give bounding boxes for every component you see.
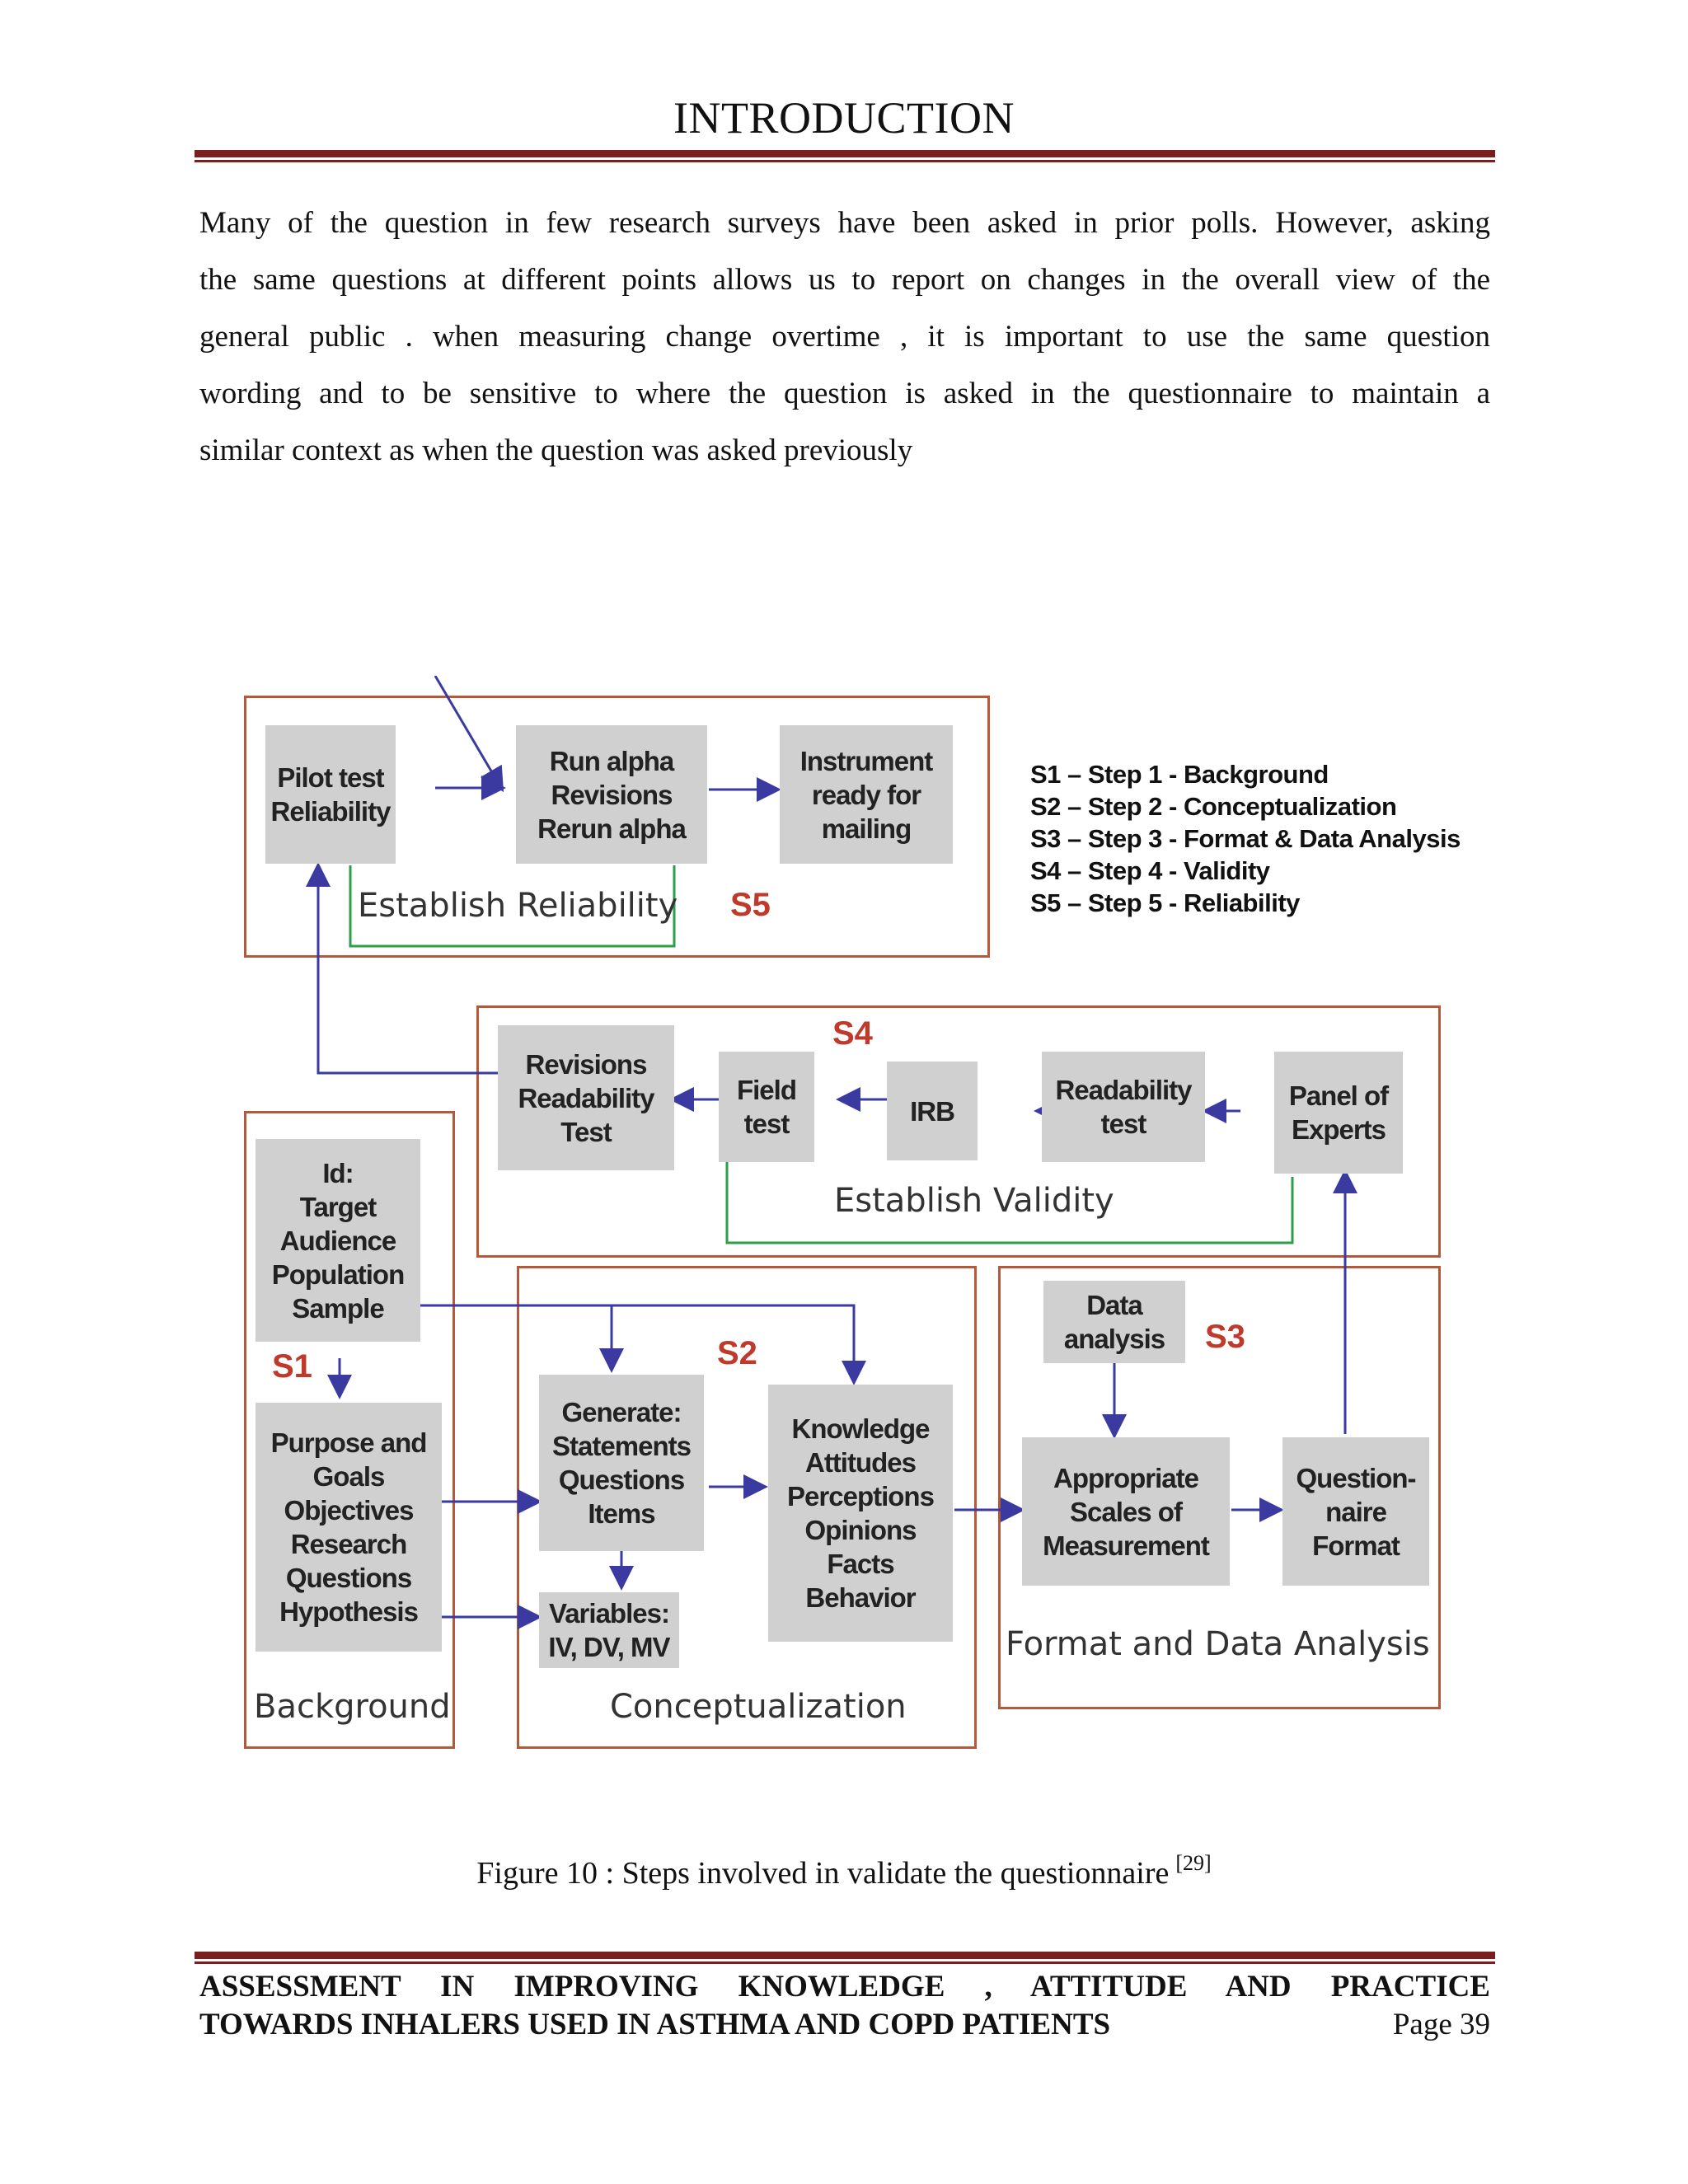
paragraph-line: general public . when measuring change overtime , it is important to use the same question bbox=[199, 320, 1490, 354]
questionnaire-steps-diagram bbox=[223, 676, 1475, 1772]
revisions-readability-box: Revisions Readability Test bbox=[498, 1025, 674, 1170]
paragraph-line: wording and to be sensitive to where the question is asked in the questionnaire to maintain a bbox=[199, 377, 1490, 410]
footer-line-2-row bbox=[199, 2006, 1490, 2044]
legend-item: S1 – Step 1 - Background bbox=[1030, 760, 1329, 789]
steps-legend bbox=[1030, 758, 1461, 919]
data-analysis-box: Data analysis bbox=[1043, 1281, 1185, 1363]
step-s2-label: S2 bbox=[717, 1335, 757, 1371]
questionnaire-format-box: Question- naire Format bbox=[1282, 1437, 1429, 1586]
figure-reference: [29] bbox=[1175, 1851, 1212, 1875]
readability-test-box: Readability test bbox=[1042, 1052, 1205, 1162]
step-s3-label: S3 bbox=[1205, 1319, 1245, 1355]
legend-item: S5 – Step 5 - Reliability bbox=[1030, 888, 1300, 917]
background-label: Background bbox=[254, 1688, 451, 1726]
pilot-test-box: Pilot test Reliability bbox=[265, 725, 396, 864]
step-s4-label: S4 bbox=[832, 1015, 873, 1052]
irb-box: IRB bbox=[887, 1062, 978, 1160]
figure-caption-text: Figure 10 : Steps involved in validate the questionnaire bbox=[476, 1856, 1170, 1891]
figure-caption bbox=[0, 1851, 1688, 1891]
footer-line-2: TOWARDS INHALERS USED IN ASTHMA AND COPD PATIENTS bbox=[199, 2008, 1111, 2041]
footer-rule bbox=[195, 1952, 1495, 1964]
establish-reliability-label: Establish Reliability bbox=[358, 887, 678, 925]
paragraph-line: Many of the question in few research surveys have been asked in prior polls. However, asking bbox=[199, 206, 1490, 240]
step-s5-label: S5 bbox=[730, 887, 771, 923]
page-footer bbox=[199, 1968, 1490, 2044]
footer-line-1: ASSESSMENT IN IMPROVING KNOWLEDGE , ATTITUDE AND PRACTICE bbox=[199, 1970, 1490, 2004]
format-data-analysis-label: Format and Data Analysis bbox=[1006, 1625, 1430, 1663]
purpose-goals-box: Purpose and Goals Objectives Research Questions Hypothesis bbox=[256, 1403, 442, 1652]
panel-of-experts-box: Panel of Experts bbox=[1274, 1052, 1403, 1174]
scales-of-measurement-box: Appropriate Scales of Measurement bbox=[1022, 1437, 1230, 1586]
legend-item: S3 – Step 3 - Format & Data Analysis bbox=[1030, 824, 1461, 853]
establish-validity-label: Establish Validity bbox=[834, 1182, 1114, 1220]
run-alpha-box: Run alpha Revisions Rerun alpha bbox=[516, 725, 707, 864]
body-paragraph bbox=[199, 194, 1490, 479]
legend-item: S4 – Step 4 - Validity bbox=[1030, 856, 1270, 885]
conceptualization-label: Conceptualization bbox=[610, 1688, 907, 1726]
variables-box: Variables: IV, DV, MV bbox=[539, 1592, 679, 1668]
knowledge-attitudes-box: Knowledge Attitudes Perceptions Opinions Facts Behavior bbox=[768, 1385, 953, 1642]
page-header-title: INTRODUCTION bbox=[673, 93, 1015, 143]
header-rule bbox=[195, 150, 1495, 162]
generate-statements-box: Generate: Statements Questions Items bbox=[539, 1375, 704, 1551]
instrument-ready-box: Instrument ready for mailing bbox=[780, 725, 953, 864]
paragraph-line: similar context as when the question was asked previously bbox=[199, 434, 913, 467]
field-test-box: Field test bbox=[719, 1052, 814, 1162]
legend-item: S2 – Step 2 - Conceptualization bbox=[1030, 792, 1397, 821]
page-number: Page 39 bbox=[1392, 2008, 1490, 2041]
id-target-audience-box: Id: Target Audience Population Sample bbox=[256, 1139, 420, 1342]
paragraph-line: the same questions at different points allows us to report on changes in the overall view of the bbox=[199, 263, 1490, 297]
step-s1-label: S1 bbox=[272, 1348, 312, 1385]
